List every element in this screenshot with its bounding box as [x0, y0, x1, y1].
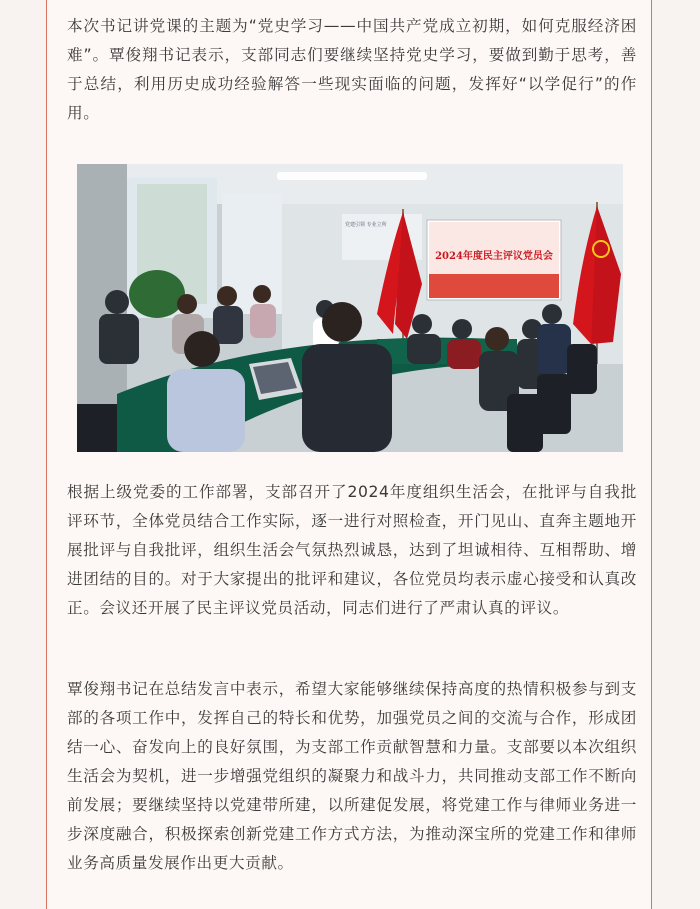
article-card — [46, 0, 652, 909]
paragraph-1: 本次书记讲党课的主题为“党史学习——中国共产党成立初期，如何克服经济困难”。覃俊翔书记表示，支部同志们要继续坚持党史学习，要做到勤于思考，善于总结，利用历史成功经验解答一些现实面临的问题，发挥好“以学促行”的作用。 — [67, 17, 637, 122]
meeting-photo — [77, 164, 623, 452]
meeting-photo-illustration — [77, 164, 623, 452]
screen-title: 2024年度民主评议党员会 — [435, 251, 553, 262]
svg-text:党建引领 专业立所: 党建引领 专业立所 — [345, 222, 387, 228]
paragraph-3: 覃俊翔书记在总结发言中表示，希望大家能够继续保持高度的热情积极参与到支部的各项工作中，发挥自己的特长和优势，加强党员之间的交流与合作，形成团结一心、奋发向上的良好氛围，为支部工作贡献智慧和力量。支部要以本次组织生活会为契机，进一步增强党组织的凝聚力和战斗力，共同推动支部工作不断向前发展；要继续坚持以党建带所建，以所建促发展，将党建工作与律师业务进一步深度融合，积极探索创新党建工作方式方法，为推动深宝所的党建工作和律师业务高质量发展作出更大贡献。 — [67, 680, 637, 872]
paragraph-2: 根据上级党委的工作部署，支部召开了2024年度组织生活会，在批评与自我批评环节，全体党员结合工作实际，逐一进行对照检查，开门见山、直奔主题地开展批评与自我批评，组织生活会气氛热烈诚恳，达到了坦诚相待、互相帮助、增进团结的目的。对于大家提出的批评和建议，各位党员均表示虚心接受和认真改正。会议还开展了民主评议党员活动，同志们进行了严肃认真的评议。 — [67, 483, 637, 617]
